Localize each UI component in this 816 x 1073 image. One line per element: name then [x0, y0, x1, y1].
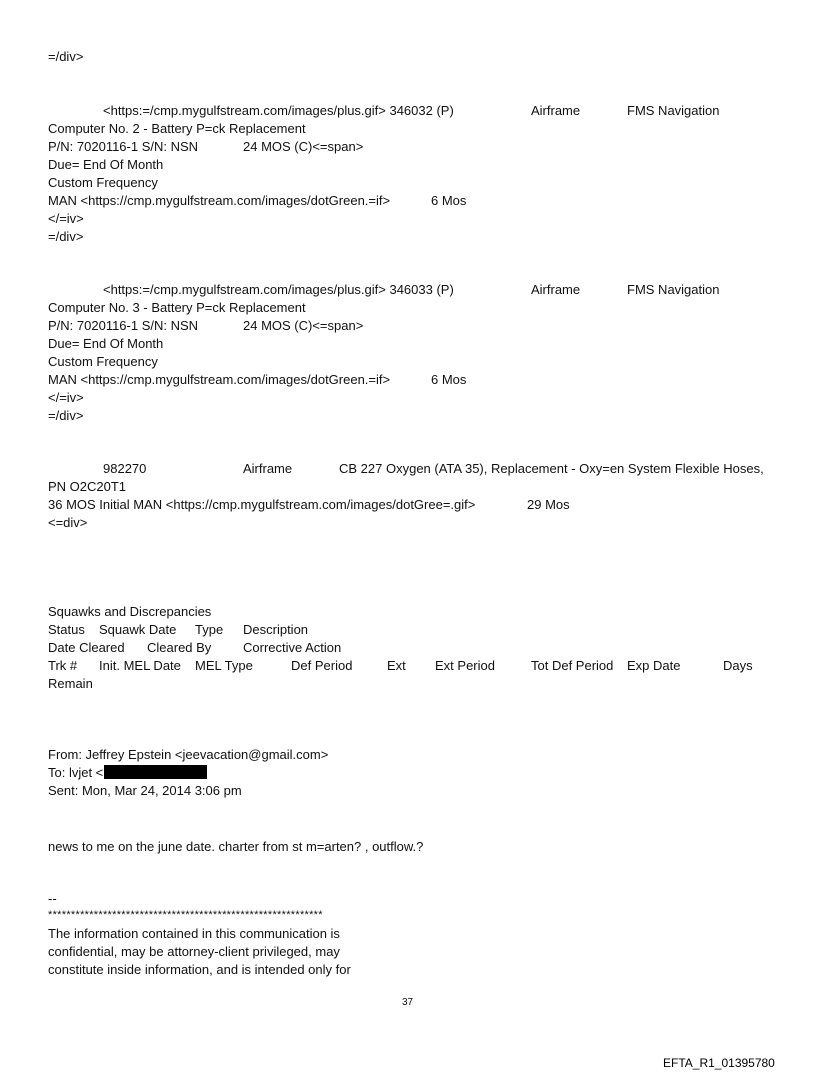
item-346033-frequency: Custom Frequency — [48, 354, 158, 369]
squawks-header-type: Type — [195, 622, 224, 637]
email-to-text: To: lvjet < — [48, 765, 104, 780]
redaction-box — [104, 765, 207, 779]
div-close-tag: =/div> — [48, 229, 84, 244]
item-346033-remaining: 6 Mos — [431, 372, 467, 387]
div-close-tag: </=iv> — [48, 390, 84, 405]
item-346032-system: FMS Navigation — [627, 103, 720, 118]
squawks-header-cleared-by: Cleared By — [147, 640, 212, 655]
confidentiality-line-3: constitute inside information, and is intended only for — [48, 962, 351, 977]
page-number: 37 — [402, 997, 414, 1008]
item-346033-man-link: MAN <https://cmp.mygulfstream.com/images/dotGreen.=if> — [48, 372, 391, 387]
div-close-tag: </=iv> — [48, 211, 84, 226]
email-body: news to me on the june date. charter from st m=arten? , outflow.? — [48, 839, 424, 854]
squawks-header-ext-period: Ext Period — [435, 658, 495, 673]
item-346033-title: Computer No. 3 - Battery P=ck Replacement — [48, 300, 306, 315]
div-close-tag: =/div> — [48, 408, 84, 423]
squawks-header-exp-date: Exp Date — [627, 658, 681, 673]
squawks-header-ext: Ext — [387, 658, 406, 673]
squawks-header-tot-def-period: Tot Def Period — [531, 658, 614, 673]
item-982270-part: PN O2C20T1 — [48, 479, 127, 494]
confidentiality-line-1: The information contained in this communication is — [48, 926, 340, 941]
div-close-tag: <=div> — [48, 515, 88, 530]
item-346033-link: <https:=/cmp.mygulfstream.com/images/plus.gif> 346033 (P) — [103, 282, 454, 297]
squawks-header-date-cleared: Date Cleared — [48, 640, 125, 655]
squawks-header-status: Status — [48, 622, 85, 637]
item-346032-remaining: 6 Mos — [431, 193, 467, 208]
squawks-header-corrective-action: Corrective Action — [243, 640, 342, 655]
signature-stars: ************************************************************ — [48, 909, 323, 921]
squawks-title: Squawks and Discrepancies — [48, 604, 212, 619]
confidentiality-line-2: confidential, may be attorney-client privileged, may — [48, 944, 340, 959]
squawks-header-remain: Remain — [48, 676, 93, 691]
item-982270-id: 982270 — [103, 461, 147, 476]
div-close-tag: =/div> — [48, 49, 84, 64]
item-346032-man-link: MAN <https://cmp.mygulfstream.com/images/dotGreen.=if> — [48, 193, 391, 208]
item-346033-part: P/N: 7020116-1 S/N: NSN — [48, 318, 199, 333]
squawks-header-description: Description — [243, 622, 309, 637]
squawks-header-def-period: Def Period — [291, 658, 353, 673]
squawks-header-mel-type: MEL Type — [195, 658, 253, 673]
item-346032-title: Computer No. 2 - Battery P=ck Replacement — [48, 121, 306, 136]
email-sent: Sent: Mon, Mar 24, 2014 3:06 pm — [48, 783, 242, 798]
item-346033-category: Airframe — [531, 282, 581, 297]
item-982270-remaining: 29 Mos — [527, 497, 570, 512]
item-346032-interval: 24 MOS (C)<=span> — [243, 139, 364, 154]
item-346032-frequency: Custom Frequency — [48, 175, 158, 190]
item-346032-link: <https:=/cmp.mygulfstream.com/images/plus.gif> 346032 (P) — [103, 103, 454, 118]
item-982270-description: CB 227 Oxygen (ATA 35), Replacement - Oxy=en System Flexible Hoses, — [339, 461, 764, 476]
item-982270-category: Airframe — [243, 461, 293, 476]
squawks-header-date: Squawk Date — [99, 622, 177, 637]
squawks-header-trk: Trk # — [48, 658, 78, 673]
squawks-header-init-mel-date: Init. MEL Date — [99, 658, 181, 673]
item-346033-system: FMS Navigation — [627, 282, 720, 297]
item-346032-category: Airframe — [531, 103, 581, 118]
item-346032-due: Due= End Of Month — [48, 157, 164, 172]
item-346032-part: P/N: 7020116-1 S/N: NSN — [48, 139, 199, 154]
item-982270-man-link: 36 MOS Initial MAN <https://cmp.mygulfstream.com/images/dotGree=.gif> — [48, 497, 476, 512]
email-from: From: Jeffrey Epstein <jeevacation@gmail.com> — [48, 747, 329, 762]
signature-separator: -- — [48, 891, 57, 906]
squawks-header-days: Days — [723, 658, 753, 673]
item-346033-due: Due= End Of Month — [48, 336, 164, 351]
item-346033-interval: 24 MOS (C)<=span> — [243, 318, 364, 333]
document-id: EFTA_R1_01395780 — [663, 1056, 775, 1070]
email-to — [48, 764, 207, 782]
